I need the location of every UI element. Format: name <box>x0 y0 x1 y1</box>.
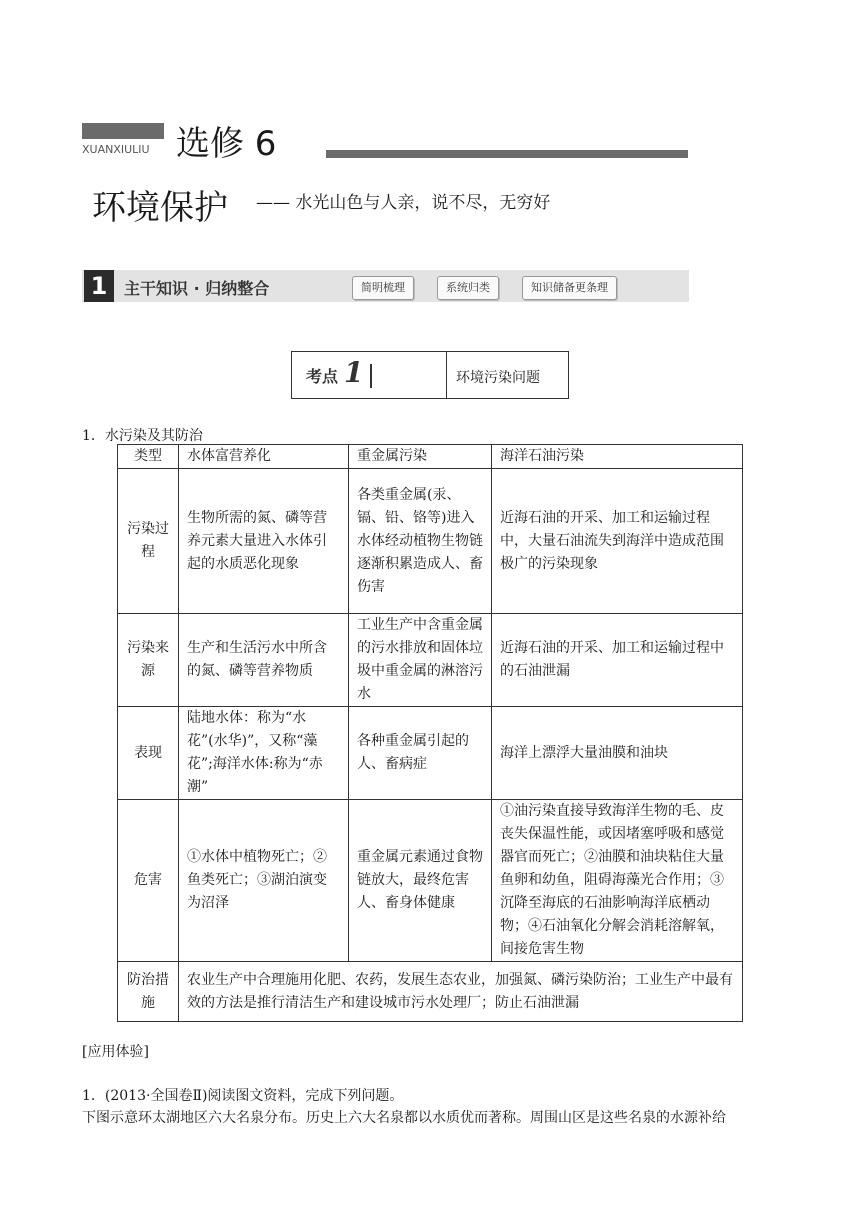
chapter-subtitle: —— 水光山色与人亲，说不尽，无穷好 <box>256 193 551 213</box>
kaodian-number: 1 <box>344 356 364 389</box>
table-cell: 近海石油的开采、加工和运输过程中，大量石油流失到海洋中造成范围极广的污染现象 <box>492 469 743 614</box>
header-title: 选修 6 <box>176 124 277 164</box>
table-cell: 各种重金属引起的人、畜病症 <box>349 707 492 800</box>
table-header-cell: 海洋石油污染 <box>492 445 743 469</box>
table-cell: 近海石油的开采、加工和运输过程中的石油泄漏 <box>492 614 743 707</box>
table-cell: 工业生产中含重金属的污水排放和固体垃圾中重金属的淋溶污水 <box>349 614 492 707</box>
section-title: 主干知识 · 归纳整合 <box>124 279 270 298</box>
section-tag: 系统归类 <box>437 276 499 300</box>
header-rule <box>326 150 688 158</box>
table-cell: 生产和生活污水中所含的氮、磷等营养物质 <box>179 614 349 707</box>
table-cell: ①油污染直接导致海洋生物的毛、皮丧失保温性能，或因堵塞呼吸和感觉器官而死亡；②油膜和油块粘住大量鱼卵和幼鱼，阻碍海藻光合作用；③沉降至海底的石油影响海洋底栖动物；④石油氧化分解会消耗溶解氧，间接危害生物 <box>492 800 743 962</box>
section-tag: 简明梳理 <box>352 276 414 300</box>
table-cell: 重金属元素通过食物链放大，最终危害人、畜身体健康 <box>349 800 492 962</box>
kaodian-box <box>291 351 569 399</box>
row-category: 表现 <box>118 707 179 800</box>
chapter-title: 环境保护 <box>92 188 228 228</box>
table-row <box>118 962 743 1022</box>
apply-label: [应用体验] <box>82 1044 149 1060</box>
table-header-row <box>118 445 743 469</box>
row-category: 防治措施 <box>118 962 179 1022</box>
row-category: 污染过程 <box>118 469 179 614</box>
kaodian-divider <box>370 364 372 388</box>
header-english-label: XUANXIULIU <box>82 143 150 156</box>
table-cell-merged: 农业生产中合理施用化肥、农药，发展生态农业，加强氮、磷污染防治；工业生产中最有效的方法是推行清洁生产和建设城市污水处理厂；防止石油泄漏 <box>179 962 743 1022</box>
kaodian-label-cell <box>292 352 447 398</box>
question-body: 下图示意环太湖地区六大名泉分布。历史上六大名泉都以水质优而著称。周围山区是这些名泉的水源补给 <box>82 1110 726 1126</box>
section-number: 1 <box>84 270 114 302</box>
section-tag: 知识储备更条理 <box>522 276 617 300</box>
kaodian-topic: 环境污染问题 <box>456 370 540 386</box>
pollution-table <box>117 444 743 1022</box>
table-cell: ①水体中植物死亡；②鱼类死亡；③湖泊演变为沼泽 <box>179 800 349 962</box>
table-header-cell: 水体富营养化 <box>179 445 349 469</box>
table-row <box>118 800 743 962</box>
header-decor-block <box>82 123 164 139</box>
table-cell: 各类重金属(汞、镉、铅、铬等)进入水体经动植物生物链逐渐积累造成人、畜伤害 <box>349 469 492 614</box>
table-row <box>118 469 743 614</box>
row-category: 污染来源 <box>118 614 179 707</box>
table-cell: 陆地水体：称为“水花”(水华)”，又称“藻花”;海洋水体:称为“赤潮” <box>179 707 349 800</box>
table-header-cell: 类型 <box>118 445 179 469</box>
table-header-cell: 重金属污染 <box>349 445 492 469</box>
item-heading: 1．水污染及其防治 <box>82 428 203 444</box>
table-row <box>118 614 743 707</box>
table-cell: 生物所需的氮、磷等营养元素大量进入水体引起的水质恶化现象 <box>179 469 349 614</box>
question-stem: 1．(2013·全国卷Ⅱ)阅读图文资料，完成下列问题。 <box>82 1088 404 1104</box>
table-row <box>118 707 743 800</box>
row-category: 危害 <box>118 800 179 962</box>
table-cell: 海洋上漂浮大量油膜和油块 <box>492 707 743 800</box>
kaodian-label: 考点 <box>306 367 339 386</box>
